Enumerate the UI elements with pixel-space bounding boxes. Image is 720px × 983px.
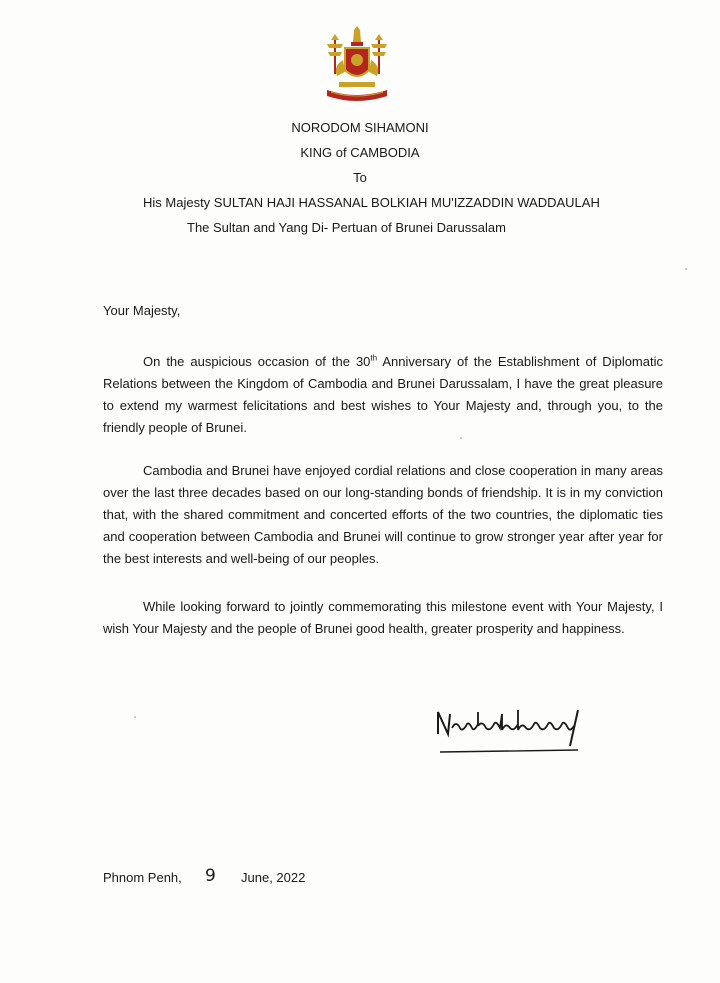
date-day: 9 xyxy=(205,866,216,886)
ordinal-suffix: th xyxy=(370,353,378,363)
paragraph-1 xyxy=(103,351,663,439)
paper-speck xyxy=(685,268,687,270)
recipient-title: The Sultan and Yang Di- Pertuan of Brunei Darussalam xyxy=(187,220,506,235)
sender-name: NORODOM SIHAMONI xyxy=(291,120,429,135)
paragraph-2: Cambodia and Brunei have enjoyed cordial relations and close cooperation in many areas over the last three decades based on our long-standing bonds of friendship. It is in my conviction that, with the shared commitment and concerted efforts of the two countries, the diplomatic ties and cooperation between Cambodia and Brunei will continue to grow stronger year after year for the best interests and well-being of our peoples. xyxy=(103,463,663,566)
handwritten-signature xyxy=(432,700,592,770)
place: Phnom Penh, xyxy=(103,870,182,885)
sender-title: KING of CAMBODIA xyxy=(300,145,420,160)
paragraph-3: While looking forward to jointly commemorating this milestone event with Your Majesty, I wish Your Majesty and the people of Brunei good health, greater prosperity and happiness. xyxy=(103,599,663,636)
paper-speck xyxy=(460,437,462,439)
paragraph-1-start: On the auspicious occasion of the 30 xyxy=(143,354,371,369)
recipient-name: His Majesty SULTAN HAJI HASSANAL BOLKIAH MU'IZZADDIN WADDAULAH xyxy=(143,195,600,210)
royal-emblem-icon xyxy=(321,26,393,104)
paper-speck xyxy=(134,716,136,718)
date-month-year: June, 2022 xyxy=(241,870,306,885)
salutation: Your Majesty, xyxy=(103,303,181,318)
to-label: To xyxy=(353,170,367,185)
paragraph-1-rest: Anniversary of the Establishment of Diplomatic Relations between the Kingdom of Cambodia and Brunei Darussalam, I have the great pleasure to extend my warmest felicitations and best wishes to Your Majesty and, through you, to the friendly people of Brunei. xyxy=(103,354,663,435)
